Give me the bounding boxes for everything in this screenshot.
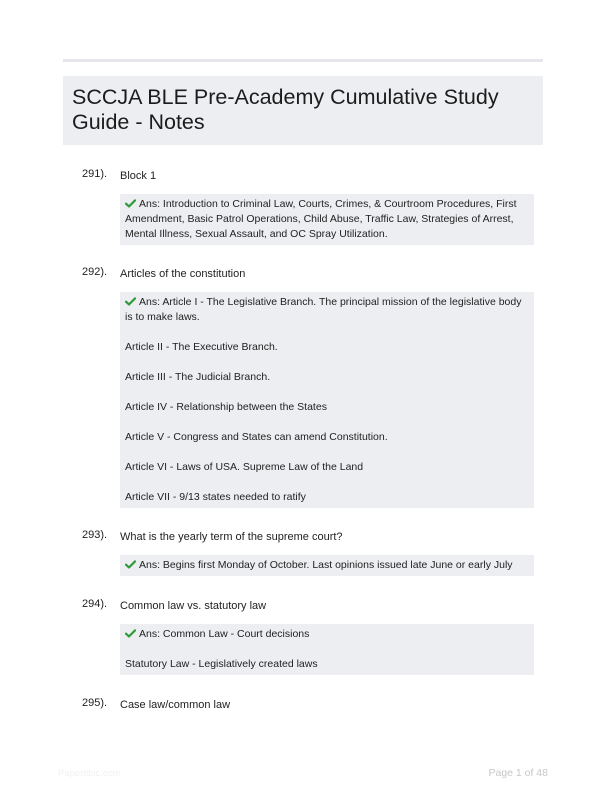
check-icon bbox=[125, 629, 136, 638]
answer-box bbox=[120, 292, 534, 508]
footer-watermark: Papertibic.com bbox=[58, 768, 121, 779]
answer-text: Ans: Begins first Monday of October. Last opinions issued late June or early July bbox=[139, 559, 513, 571]
question-number: 292). bbox=[82, 266, 108, 278]
check-icon bbox=[125, 199, 136, 208]
answer-line: Article V - Congress and States can amend Constitution. bbox=[125, 431, 388, 443]
page-title: SCCJA BLE Pre-Academy Cumulative Study Guide - Notes bbox=[72, 85, 499, 134]
question-text: Block 1 bbox=[120, 170, 157, 182]
question-number: 293). bbox=[82, 529, 108, 541]
title-banner bbox=[63, 76, 543, 145]
answer-line bbox=[125, 197, 528, 242]
answer-line bbox=[125, 627, 528, 642]
answer-line: Article VI - Laws of USA. Supreme Law of the Land bbox=[125, 461, 364, 473]
top-divider bbox=[63, 59, 543, 62]
check-icon bbox=[125, 560, 136, 569]
question-text: Case law/common law bbox=[120, 699, 231, 711]
question-text: Common law vs. statutory law bbox=[120, 600, 267, 612]
answer-box bbox=[120, 194, 534, 245]
question-number: 291). bbox=[82, 168, 108, 180]
answer-line bbox=[125, 295, 528, 325]
answer-line: Article VII - 9/13 states needed to ratify bbox=[125, 491, 306, 503]
answer-box bbox=[120, 555, 534, 576]
answer-line: Article IV - Relationship between the States bbox=[125, 401, 327, 413]
answer-text: Ans: Common Law - Court decisions bbox=[139, 628, 310, 640]
answer-line: Article II - The Executive Branch. bbox=[125, 341, 278, 353]
answer-line: Statutory Law - Legislatively created laws bbox=[125, 658, 318, 670]
question-number: 294). bbox=[82, 598, 108, 610]
answer-line bbox=[125, 558, 528, 573]
answer-text: Ans: Introduction to Criminal Law, Courts, Crimes, & Courtroom Procedures, First Amendment, Basic Patrol Operations, Child Abuse, Traffic Law, Strategies of Arrest, Mental Illness, Sexual Assault, and OC Spray Utilization. bbox=[125, 198, 517, 240]
question-number: 295). bbox=[82, 697, 108, 709]
question-text: Articles of the constitution bbox=[120, 268, 246, 280]
answer-line: Article III - The Judicial Branch. bbox=[125, 371, 271, 383]
check-icon bbox=[125, 297, 136, 306]
answer-text: Ans: Article I - The Legislative Branch. The principal mission of the legislative body is to make laws. bbox=[125, 296, 522, 323]
answer-box bbox=[120, 624, 534, 675]
page-number: Page 1 of 48 bbox=[488, 767, 548, 779]
question-text: What is the yearly term of the supreme court? bbox=[120, 531, 343, 543]
